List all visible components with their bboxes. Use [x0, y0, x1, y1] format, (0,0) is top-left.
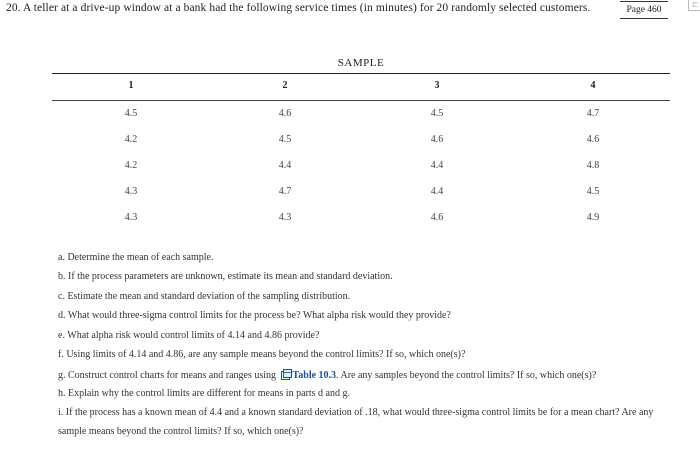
table-title: SAMPLE [337, 57, 385, 69]
table-cell: 4.2 [124, 160, 138, 171]
table-cell: 4.5 [124, 108, 138, 119]
table-cell: 4.9 [586, 212, 600, 223]
part-e: e. What alpha risk would control limits of 4.14 and 4.86 provide? [58, 330, 320, 341]
table-cell: 4.7 [586, 108, 600, 119]
table-cell: 4.6 [430, 134, 444, 145]
table-cell: 4.3 [278, 212, 292, 223]
part-a: a. Determine the mean of each sample. [58, 252, 214, 263]
edge-tab-icon[interactable]: ⊏ [688, 0, 700, 11]
column-header: 3 [434, 80, 440, 91]
part-g-text-end: . Are any samples beyond the control limits? If so, which one(s)? [336, 370, 597, 381]
table-header-rule [52, 100, 670, 101]
part-h: h. Explain why the control limits are different for means in parts d and g. [58, 388, 350, 399]
table-cell: 4.6 [278, 108, 292, 119]
table-cell: 4.4 [278, 160, 292, 171]
part-g-text: g. Construct control charts for means and ranges using [58, 370, 277, 381]
part-g [58, 369, 596, 383]
table-cell: 4.5 [278, 134, 292, 145]
table-cell: 4.6 [586, 134, 600, 145]
table-cell: 4.3 [124, 186, 138, 197]
table-cell: 4.4 [430, 160, 444, 171]
column-header: 2 [282, 80, 288, 91]
table-10-3-link[interactable]: Table 10.3 [292, 370, 337, 381]
table-reference-icon[interactable] [281, 369, 292, 383]
table-cell: 4.6 [430, 212, 444, 223]
part-i: i. If the process has a known mean of 4.4 and a known standard deviation of .18, what would three-sigma control limits be for a mean chart? Are any sample means beyond the control limits? If so, which one(s)? [58, 407, 654, 437]
question-text: 20. A teller at a drive-up window at a bank had the following service times (in minutes) for 20 randomly selected customers. [6, 2, 591, 14]
column-header: 1 [128, 80, 134, 91]
column-header: 4 [590, 80, 596, 91]
table-cell: 4.8 [586, 160, 600, 171]
part-b: b. If the process parameters are unknown, estimate its mean and standard deviation. [58, 271, 393, 282]
table-cell: 4.7 [278, 186, 292, 197]
table-cell: 4.5 [586, 186, 600, 197]
table-top-rule [52, 73, 670, 74]
table-cell: 4.2 [124, 134, 138, 145]
table-cell: 4.4 [430, 186, 444, 197]
table-cell: 4.5 [430, 108, 444, 119]
part-d: d. What would three-sigma control limits for the process be? What alpha risk would they provide? [58, 310, 451, 321]
part-c: c. Estimate the mean and standard deviation of the sampling distribution. [58, 291, 351, 302]
page-number-badge: Page 460 [620, 1, 668, 19]
table-cell: 4.3 [124, 212, 138, 223]
part-f: f. Using limits of 4.14 and 4.86, are any sample means beyond the control limits? If so, which one(s)? [58, 349, 466, 360]
